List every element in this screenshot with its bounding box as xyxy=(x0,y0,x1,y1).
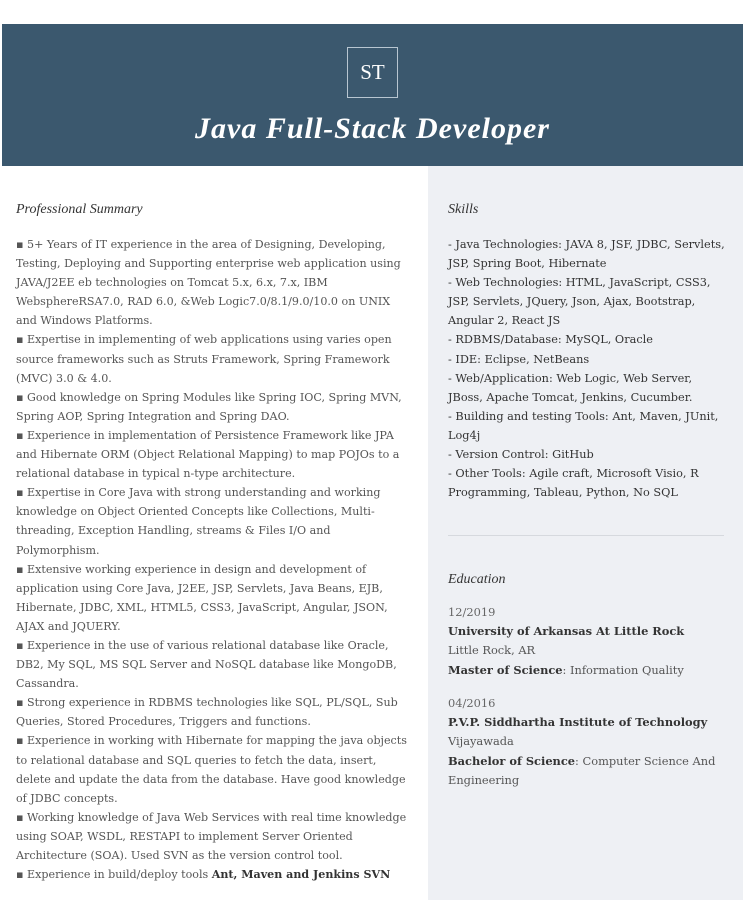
education-date: 12/2019 xyxy=(448,605,496,619)
education-degree-line xyxy=(448,752,728,790)
education-field: : Information Quality xyxy=(562,662,684,677)
summary-item: ▪ Strong experience in RDBMS technologies like SQL, PL/SQL, Sub Queries, Stored Procedures, Triggers and functions. xyxy=(16,696,398,729)
education-location: Little Rock, AR xyxy=(448,643,536,658)
resume-title: Java Full-Stack Developer xyxy=(195,112,550,145)
education-degree: Bachelor of Science xyxy=(448,753,576,768)
section-divider xyxy=(448,535,724,536)
education-entry xyxy=(448,603,728,680)
education-location: Vijayawada xyxy=(448,734,514,749)
summary-item: ▪ Experience in implementation of Persistence Framework like JPA and Hibernate ORM (Object Relational Mapping) to map POJOs to a relational database in typical n-type architecture. xyxy=(16,428,400,481)
skill-item: - Web/Application: Web Logic, Web Server, JBoss, Apache Tomcat, Jenkins, Cucumber. xyxy=(448,371,693,404)
summary-item: ▪ 5+ Years of IT experience in the area of Designing, Developing, Testing, Deploying and Supporting enterprise web application using JAVA/J2EE eb technologies on Tomcat 5.x, 6.x, 7.x, IBM WebsphereRSA7.0, RAD 6.0, &Web Logic7.0/8.1/9.0/10.0 on UNIX and Windows Platforms. xyxy=(16,238,401,328)
summary-item: ▪ Good knowledge on Spring Modules like Spring IOC, Spring MVN, Spring AOP, Spring Integration and Spring DAO. xyxy=(16,390,402,423)
education-entry xyxy=(448,694,728,790)
skill-item: - Web Technologies: HTML, JavaScript, CSS3, JSP, Servlets, JQuery, Json, Ajax, Bootstrap, Angular 2, React JS xyxy=(448,276,711,328)
summary-item: ▪ Experience in the use of various relational database like Oracle, DB2, My SQL, MS SQL Server and NoSQL database like MongoDB, Cassandra. xyxy=(16,638,397,691)
summary-heading: Professional Summary xyxy=(16,202,143,217)
summary-item: ▪ Expertise in implementing of web applications using varies open source frameworks such as Struts Framework, Spring Framework (MVC) 3.0 & 4.0. xyxy=(16,333,392,385)
skill-item: - Other Tools: Agile craft, Microsoft Visio, R Programming, Tableau, Python, No SQL xyxy=(448,467,699,500)
skills-heading: Skills xyxy=(448,202,479,217)
education-degree: Master of Science xyxy=(448,662,563,677)
education-field: : Computer Science And Engineering xyxy=(448,753,716,787)
summary-item-text: ▪ Experience in build/deploy tools xyxy=(16,868,212,882)
education-heading: Education xyxy=(448,572,506,587)
education-school: P.V.P. Siddhartha Institute of Technology xyxy=(448,715,708,730)
skill-item: - Building and testing Tools: Ant, Maven, JUnit, Log4j xyxy=(448,409,719,442)
skill-item: - RDBMS/Database: MySQL, Oracle xyxy=(448,333,653,347)
education-date: 04/2016 xyxy=(448,696,496,710)
summary-item: ▪ Extensive working experience in design and development of application using Core Java, J2EE, JSP, Servlets, Java Beans, EJB, Hibernate, JDBC, XML, HTML5, CSS3, JavaScript, Angular, JSON, AJAX and JQUERY. xyxy=(16,562,388,633)
skills-list xyxy=(448,235,728,502)
skill-item: - Java Technologies: JAVA 8, JSF, JDBC, Servlets, JSP, Spring Boot, Hibernate xyxy=(448,238,725,271)
professional-summary xyxy=(16,235,411,884)
resume-header xyxy=(2,24,743,166)
summary-item-bold: Ant, Maven and Jenkins SVN xyxy=(211,868,391,882)
initials-monogram: ST xyxy=(347,47,398,98)
education-degree-line xyxy=(448,661,728,680)
skill-item: - IDE: Eclipse, NetBeans xyxy=(448,352,590,366)
summary-item: ▪ Expertise in Core Java with strong understanding and working knowledge on Object Oriented Concepts like Collections, Multi-threading, Exception Handling, streams & Files I/O and Polymorphism. xyxy=(16,486,381,557)
summary-item: ▪ Working knowledge of Java Web Services with real time knowledge using SOAP, WSDL, RESTAPI to implement Server Oriented Architecture (SOA). Used SVN as the version control tool. xyxy=(16,810,407,862)
skill-item: - Version Control: GitHub xyxy=(448,448,594,462)
education-school: University of Arkansas At Little Rock xyxy=(448,624,685,639)
summary-item xyxy=(16,865,411,884)
summary-item: ▪ Experience in working with Hibernate for mapping the java objects to relational database and SQL queries to fetch the data, insert, delete and update the data from the database. Have good knowledge of JDBC concepts. xyxy=(16,734,407,805)
